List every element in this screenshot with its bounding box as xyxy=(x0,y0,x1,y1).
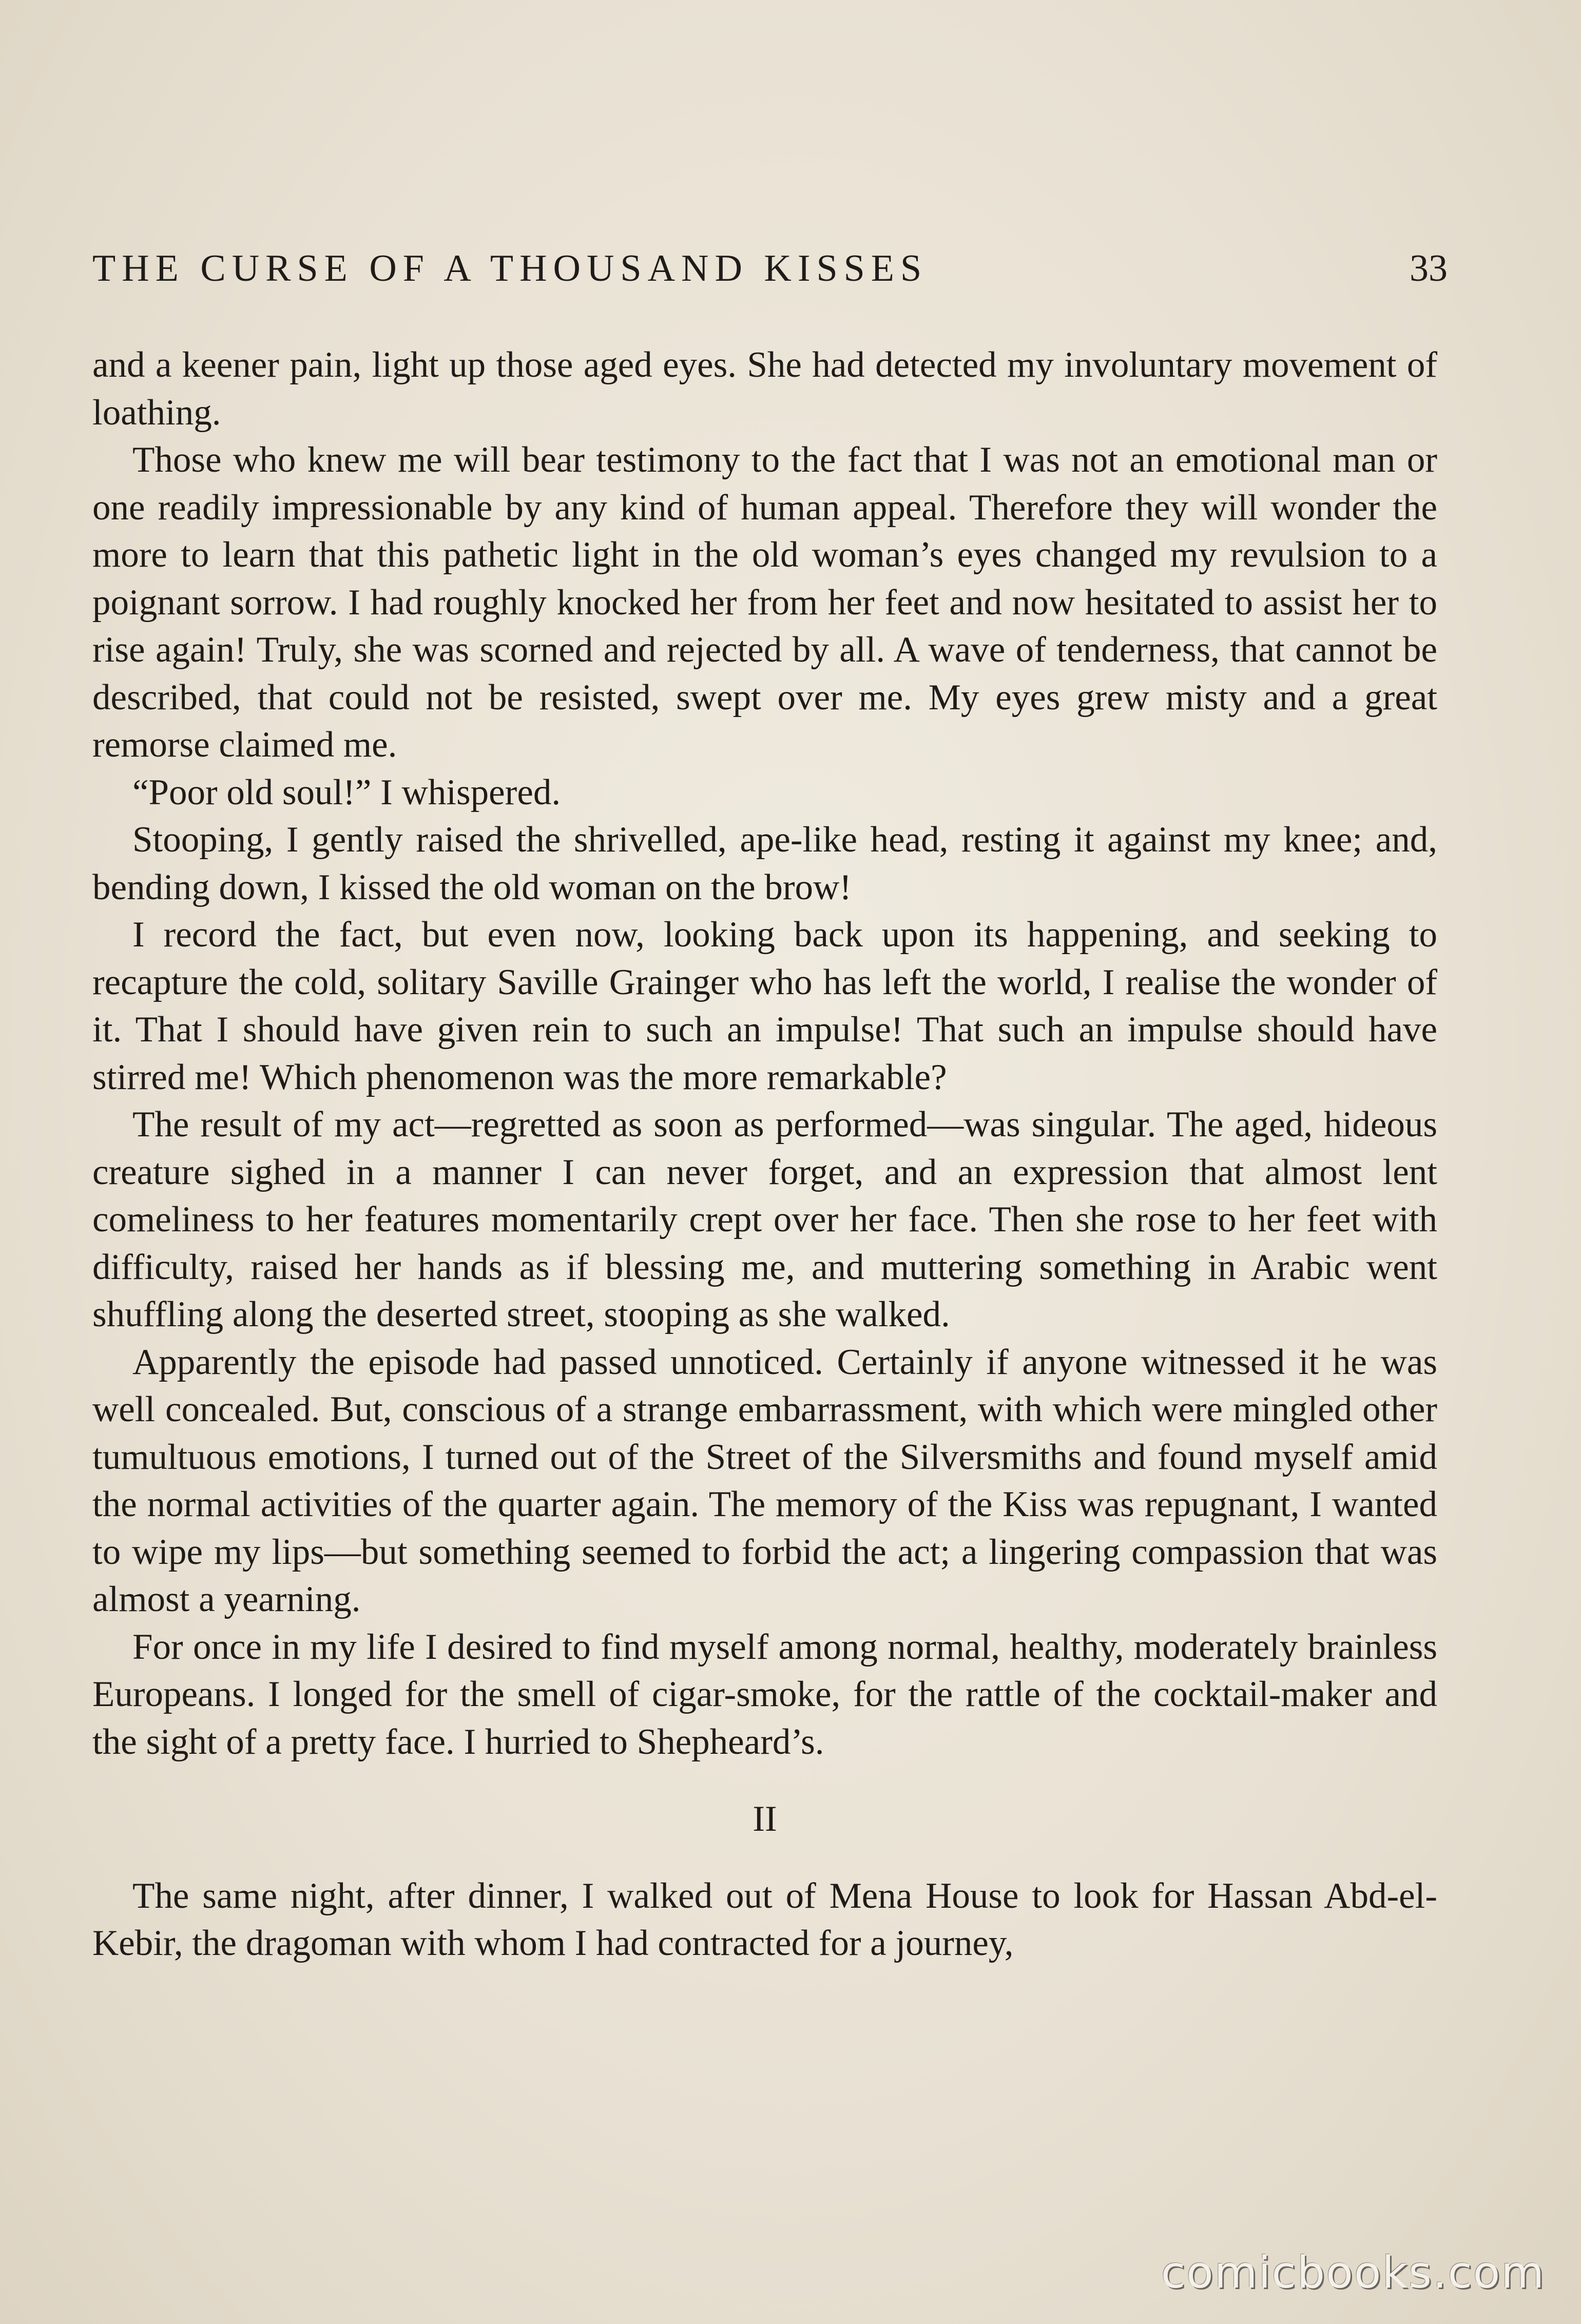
paragraph: The same night, after dinner, I walked out of Mena House to look for Hassan Abd-el-Kebir, the dragoman with whom I had contracted for a journey, xyxy=(92,1875,1437,1963)
paragraph: Stooping, I gently raised the shrivelled, ape-like head, resting it against my knee; and, bending down, I kissed the old woman on the brow! xyxy=(92,820,1437,907)
paragraph: Apparently the episode had passed unnoticed. Certainly if anyone witnessed it he was well concealed. But, conscious of a strange embarrassment, with which were mingled other tumultuous emotions, I turned out of the Street of the Silversmiths and found myself amid the normal activities of the quarter again. The memory of the Kiss was repugnant, I wanted to wipe my lips—but something seemed to forbid the act; a lingering compassion that was almost a yearning. xyxy=(92,1342,1437,1619)
section-heading: II xyxy=(753,1799,777,1839)
watermark-logo: comicbooks.com xyxy=(1161,2247,1545,2298)
paragraph: “Poor old soul!” I whispered. xyxy=(132,772,561,812)
paragraph: For once in my life I desired to find myself among normal, healthy, moderately brainless Europeans. I longed for the smell of cigar-smoke, for the rattle of the cocktail-maker and the sight of a pretty face. I hurried to Shepheard’s. xyxy=(92,1626,1437,1762)
page-number: 33 xyxy=(1410,247,1448,289)
paragraph: Those who knew me will bear testimony to the fact that I was not an emotional man or one readily impressionable by any kind of human appeal. Therefore they will wonder the more to learn that this pathetic light in the old woman’s eyes changed my revulsion to a poignant sorrow. I had roughly knocked her from her feet and now hesitated to assist her to rise again! Truly, she was scorned and rejected by all. A wave of tenderness, that cannot be described, that could not be resisted, swept over me. My eyes grew misty and a great remorse claimed me. xyxy=(92,440,1437,765)
paragraph: and a keener pain, light up those aged eyes. She had detected my involuntary movement of loathing. xyxy=(92,345,1437,433)
paragraph: The result of my act—regretted as soon as performed—was singular. The aged, hideous creature sighed in a manner I can never forget, and an expression that almost lent comeliness to her features momentarily crept over her face. Then she rose to her feet with difficulty, raised her hands as if blessing me, and muttering something in Arabic went shuffling along the deserted street, stooping as she walked. xyxy=(92,1105,1437,1334)
body-text xyxy=(92,341,1437,1967)
paragraph: I record the fact, but even now, looking back upon its happening, and seeking to recapture the cold, solitary Saville Grainger who has left the world, I realise the wonder of it. That I should have given rein to such an impulse! That such an impulse should have stirred me! Which phenomenon was the more remarkable? xyxy=(92,915,1437,1097)
running-head xyxy=(92,245,1448,292)
chapter-title: THE CURSE OF A THOUSAND KISSES xyxy=(92,247,928,289)
